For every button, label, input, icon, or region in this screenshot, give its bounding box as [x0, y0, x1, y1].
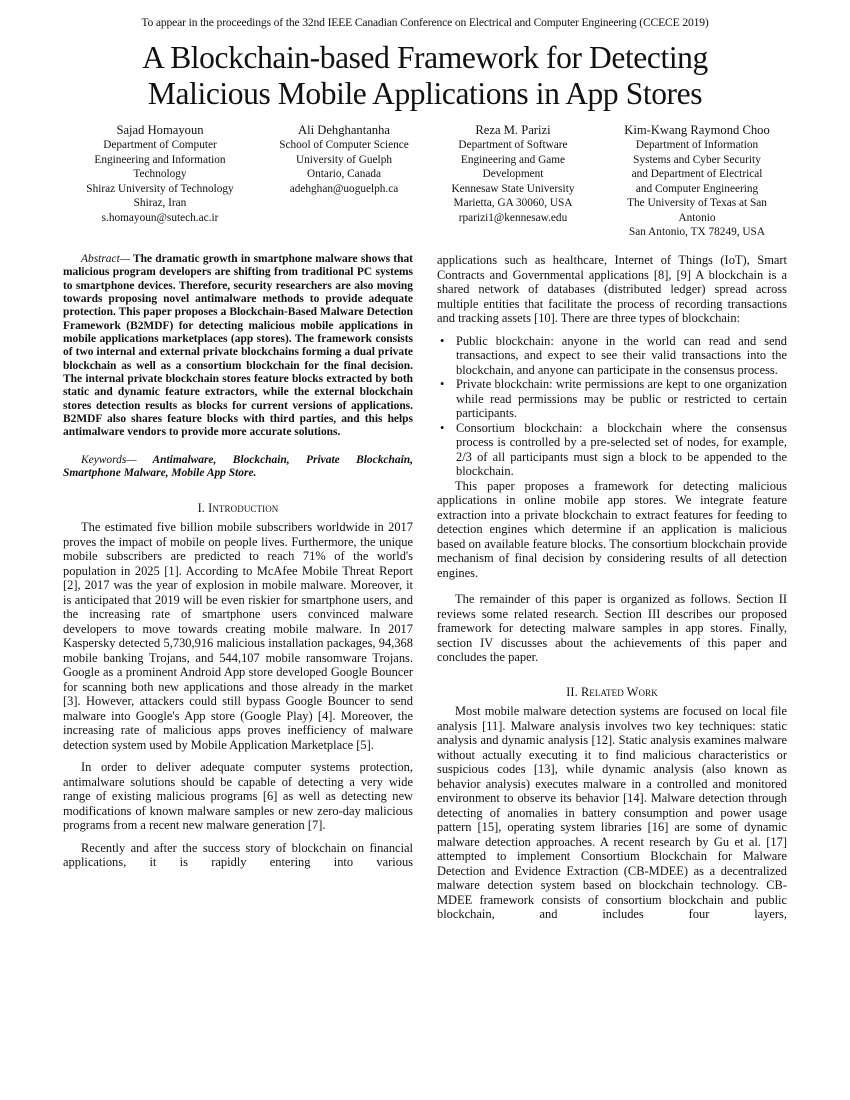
- abstract-label: Abstract—: [81, 253, 130, 265]
- keywords-label: Keywords—: [81, 453, 137, 466]
- blockchain-types-list: [437, 334, 787, 479]
- section-heading-introduction: I. Introduction: [197, 500, 279, 515]
- author-name: Kim-Kwang Raymond Choo: [624, 123, 770, 137]
- author-affiliation-line: Marietta, GA 30060, USA: [453, 197, 573, 209]
- author-affiliation-line: Department of Information: [635, 139, 759, 151]
- author-affiliation-line: Technology: [133, 168, 187, 180]
- list-item: • Private blockchain: write permissions are kept to one organization while read permissions may be public or restricted to certain participants.: [456, 377, 787, 421]
- author-affiliation-line: Ontario, Canada: [306, 168, 382, 180]
- author-affiliation-line: Shiraz, Iran: [133, 197, 187, 209]
- author-block-3: [433, 123, 593, 225]
- list-item: • Public blockchain: anyone in the world can read and send transactions, and expect to see their valid transactions into the blockchain, and anyone can participate in the consensus process.: [456, 334, 787, 378]
- paragraph-continued: applications such as healthcare, Internet of Things (IoT), Smart Contracts and Governmental applications [8], [9] A blockchain is a shared network of databases (distributed ledger) spread across multiple entities that facilitate the process of recording transactions and tracking assets [10]. There are three types of blockchain:: [437, 253, 787, 325]
- left-column: [63, 253, 413, 878]
- paragraph: The estimated five billion mobile subscribers worldwide in 2017 proves the impact of mobile on people lives. Furthermore, the unique mobile subscribers are predicted to reach 71% of the world's population in 2025 [1]. According to McAfee Mobile Threat Report [2], 2017 was the year of explosion in mobile malware. Moreover, it is anticipated that 2019 will be even riskier for smartphone users, and the increasing rate of smartphone users convinced malware developers to move towards creating mobile malware. In 2017 Kaspersky detected 5,730,916 malicious installation packages, 94,368 mobile banking Trojans, and 544,107 mobile ransomware Trojans. Google as a prominent Android App store developed Google Bouncer for scanning both new applications and those already in the market [3]. However, attackers could still bypass Google Bouncer to send malware into Google's App store (Google Play) [4]. Moreover, the increasing rate of malicious apps proves inefficiency of malware detection system used by Mobile Application Marketplace [5].: [63, 520, 413, 752]
- author-affiliation-line: The University of Texas at San: [627, 197, 767, 209]
- abstract-text: The dramatic growth in smartphone malware shows that malicious program developers are shifting from traditional PC systems to smartphone devices. Therefore, security researchers are also moving towards proposing novel antimalware methods to provide adequate protection. This paper proposes a Blockchain-Based Malware Detection Framework (B2MDF) for detecting malicious mobile applications in mobile applications marketplaces (app stores). The framework consists of two internal and external private blockchains forming a dual private blockchain as well as a consortium blockchain for the final decision. The internal private blockchain stores feature blocks extracted by both static and dynamic feature extractors, while the external blockchain stores detection results as blocks for current versions of applications. B2MDF also shares feature blocks with third parties, and this helps antimalware vendors to provide more accurate solutions.: [63, 253, 413, 439]
- title-line-2: Malicious Mobile Applications in App Stores: [147, 76, 703, 111]
- author-affiliation-line: and Department of Electrical: [631, 168, 763, 180]
- paragraph: This paper proposes a framework for detecting malicious applications in online mobile app stores. We integrate feature extraction into a private blockchain to extract features for feeding to detection engines which determine if an application is malicious based on available feature blocks. The consortium blockchain provide mechanism of final decision by considering results of all detection engines.: [437, 478, 787, 580]
- author-affiliation-line: Development: [482, 168, 544, 180]
- author-affiliation-line: Shiraz University of Technology: [86, 182, 234, 195]
- author-name: Ali Dehghantanha: [298, 123, 390, 137]
- title-line-1: A Blockchain-based Framework for Detecting: [142, 40, 708, 75]
- author-email[interactable]: adehghan@uoguelph.ca: [289, 182, 399, 195]
- author-affiliation-line: Antonio: [678, 211, 716, 224]
- right-column: [437, 253, 787, 930]
- author-affiliation-line: Department of Software: [458, 139, 568, 151]
- author-affiliation-line: University of Guelph: [295, 153, 392, 166]
- keywords: [63, 454, 413, 481]
- author-block-4: [607, 123, 787, 240]
- author-block-2: [244, 123, 444, 196]
- author-affiliation-line: Systems and Cyber Security: [633, 153, 761, 166]
- author-affiliation-line: San Antonio, TX 78249, USA: [629, 226, 765, 238]
- author-affiliation-line: and Computer Engineering: [635, 182, 759, 195]
- author-email[interactable]: rparizi1@kennesaw.edu: [458, 211, 568, 224]
- author-affiliation-line: Engineering and Game: [460, 153, 566, 166]
- author-email[interactable]: s.homayoun@sutech.ac.ir: [101, 211, 219, 224]
- author-block-1: [60, 123, 260, 225]
- abstract: [63, 253, 413, 440]
- paper-title: [0, 40, 850, 112]
- paragraph: In order to deliver adequate computer systems protection, antimalware solutions should be capable of detecting a very wide range of existing malicious programs [6] as well as detecting new modifications of known malware samples or new zero-day malicious programs from a recent new malware generation [7].: [63, 760, 413, 832]
- author-affiliation-line: Engineering and Information: [94, 153, 226, 166]
- author-affiliation-line: Department of Computer: [103, 139, 217, 151]
- paragraph: Most mobile malware detection systems are focused on local file analysis [11]. Malware analysis involves two key techniques: static analysis and dynamic analysis [12]. Static analysis examines malware without actually executing it to find malicious characteristics or suspicious codes [13], while dynamic analysis (also known as behavior analysis) executes malware in a controlled and monitored environment to observe its behavior [14]. Malware detection through detecting of anomalies in battery consumption and power usage pattern [15], operating system libraries [16] are some of dynamic malware detection approaches. A recent research by Gu et al. [17] attempted to implement Consortium Blockchain for Malware Detection and Evidence Extraction (CB-MDEE) as a decentralized malware detection system based on blockchain technology. CB-MDEE framework consists of consortium blockchain and public blockchain, and includes four layers,: [437, 704, 787, 921]
- list-item: • Consortium blockchain: a blockchain where the consensus process is controlled by a pre-selected set of nodes, for example, 2/3 of all participants must sign a block to be appended to the blockchain.: [456, 421, 787, 479]
- paragraph: Recently and after the success story of blockchain on financial applications, it is rapidly entering into various: [63, 840, 413, 869]
- conference-notice: To appear in the proceedings of the 32nd IEEE Canadian Conference on Electrical and Computer Engineering (CCECE 2019): [141, 16, 709, 29]
- author-affiliation-line: Kennesaw State University: [451, 182, 575, 195]
- author-affiliation-line: School of Computer Science: [279, 139, 409, 151]
- author-name: Reza M. Parizi: [475, 123, 551, 137]
- author-name: Sajad Homayoun: [116, 123, 204, 137]
- paragraph: The remainder of this paper is organized as follows. Section II reviews some related research. Section III describes our proposed framework for detecting malware samples in app stores. Finally, section IV discusses about the achievements of this paper and concludes the paper.: [437, 592, 787, 664]
- keywords-text: Antimalware, Blockchain, Private Blockchain, Smartphone Malware, Mobile App Store.: [63, 453, 413, 480]
- section-heading-related-work: II. Related Work: [566, 684, 658, 699]
